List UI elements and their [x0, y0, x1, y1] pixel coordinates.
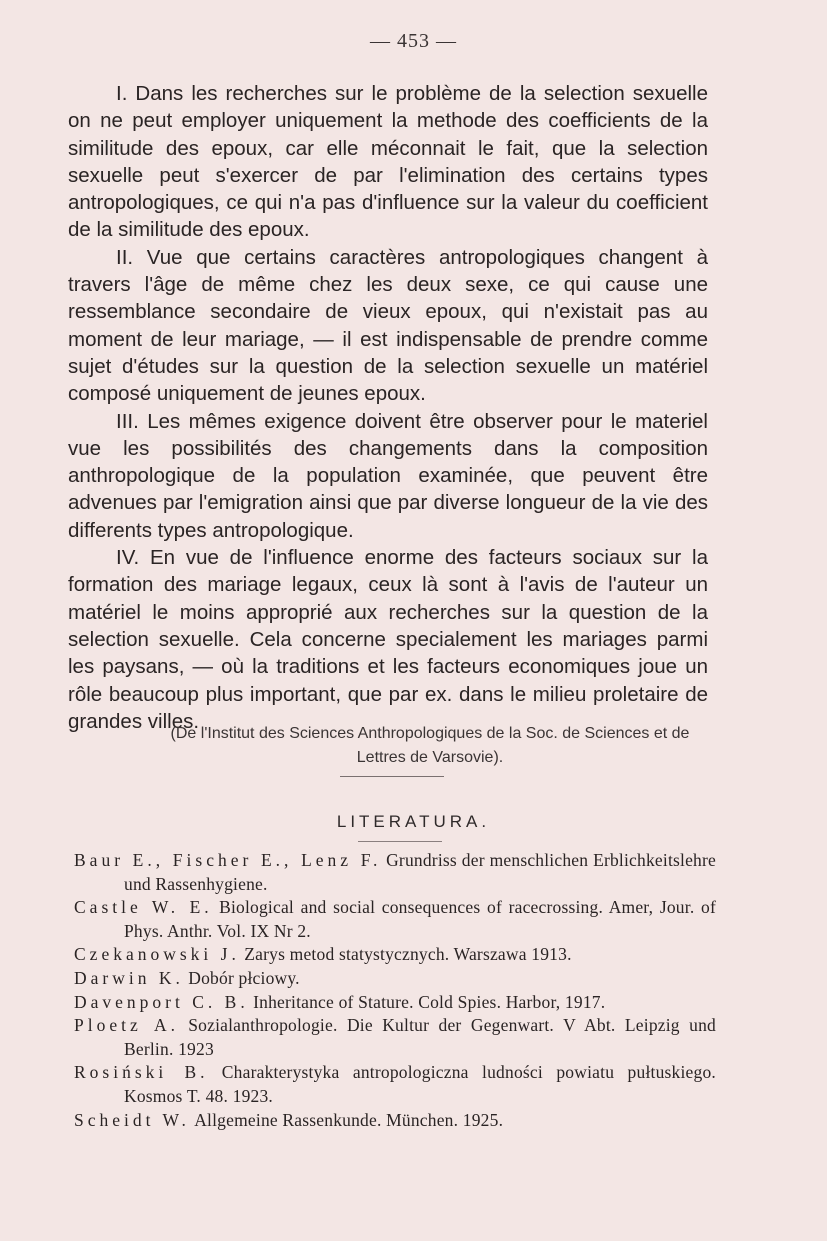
- reference-list: [74, 849, 716, 1132]
- literature-heading: LITERATURA.: [336, 812, 491, 831]
- reference-text: Grundriss der menschlichen Erblichkeitslehre und Rassenhygiene.: [124, 850, 717, 894]
- reference-author: Rosiński B.: [74, 1062, 209, 1083]
- reference-text: Zarys metod statystycznych. Warszawa 1913.: [244, 944, 572, 965]
- reference-text: Biological and social consequences of racecrossing. Amer, Jour. of Phys. Anthr. Vol. IX Nr 2.: [124, 897, 716, 941]
- reference-text: Dobór płciowy.: [188, 967, 300, 988]
- section-divider: [340, 776, 444, 777]
- paragraph-4: IV. En vue de l'influence enorme des facteurs sociaux sur la formation des mariage legaux, ceux là sont à l'avis de l'auteur un matériel le moins approprié aux recherches sur la question de la selection sexuelle. Cela concerne specialement les mariages parmi les paysans, — où la traditions et les facteurs economiques joue un rôle beaucoup plus important, que par ex. dans le milieu proletaire de grandes villes.: [68, 546, 708, 733]
- paragraph-2: II. Vue que certains caractères antropologiques changent à travers l'âge de même chez les deux sexe, ce qui cause une ressemblance secondaire de vieux epoux, qui n'existait pas au moment de leur mariage, — il est indispensable de prendre comme sujet d'études sur la question de la selection sexuelle un matériel composé uniquement de jeunes epoux.: [68, 245, 708, 406]
- reference-item: [74, 849, 716, 896]
- conclusions-text: [68, 80, 708, 735]
- reference-item: [74, 967, 716, 991]
- reference-text: Inheritance of Stature. Cold Spies. Harbor, 1917.: [253, 991, 606, 1012]
- reference-item: [74, 991, 716, 1015]
- reference-item: [74, 1061, 716, 1108]
- reference-text: Charakterystyka antropologiczna ludności powiatu pułtuskiego. Kosmos T. 48. 1923.: [124, 1062, 717, 1106]
- reference-item: [74, 1109, 716, 1133]
- reference-item: [74, 943, 716, 967]
- reference-author: Baur E., Fischer E., Lenz F.: [74, 850, 382, 870]
- reference-item: [74, 896, 716, 943]
- page-number: — 453 —: [370, 30, 457, 52]
- reference-author: Czekanowski J.: [74, 944, 240, 965]
- reference-author: Davenport C. B.: [74, 991, 249, 1012]
- reference-text: Allgemeine Rassenkunde. München. 1925.: [194, 1109, 504, 1130]
- paragraph-3: III. Les mêmes exigence doivent être observer pour le materiel vue les possibilités des changements dans la composition anthropologique de la population examinée, que peuvent être advenues par l'emigration ainsi que par diverse longueur de la vie des differents types antropologique.: [68, 409, 708, 542]
- paragraph-1: I. Dans les recherches sur le problème de la selection sexuelle on ne peut employer uniquement la methode des coefficients de la similitude des epoux, car elle méconnait le fait, que la selection sexuelle peut s'exercer de par l'elimination des certains types antropologiques, ce qui n'a pas d'influence sur la valeur du coefficient de la similitude des epoux.: [68, 82, 708, 242]
- heading-underline: [358, 841, 442, 842]
- reference-author: Darwin K.: [74, 967, 184, 988]
- reference-item: [74, 1014, 716, 1061]
- reference-author: Castle W. E.: [74, 897, 213, 918]
- reference-author: Scheidt W.: [74, 1109, 190, 1130]
- affiliation-note: (De l'Institut des Sciences Anthropologiques de la Soc. de Sciences et de Lettres de Varsovie).: [170, 725, 690, 766]
- reference-author: Ploetz A.: [74, 1015, 179, 1036]
- reference-text: Sozialanthropologie. Die Kultur der Gegenwart. V Abt. Leipzig und Berlin. 1923: [124, 1015, 717, 1059]
